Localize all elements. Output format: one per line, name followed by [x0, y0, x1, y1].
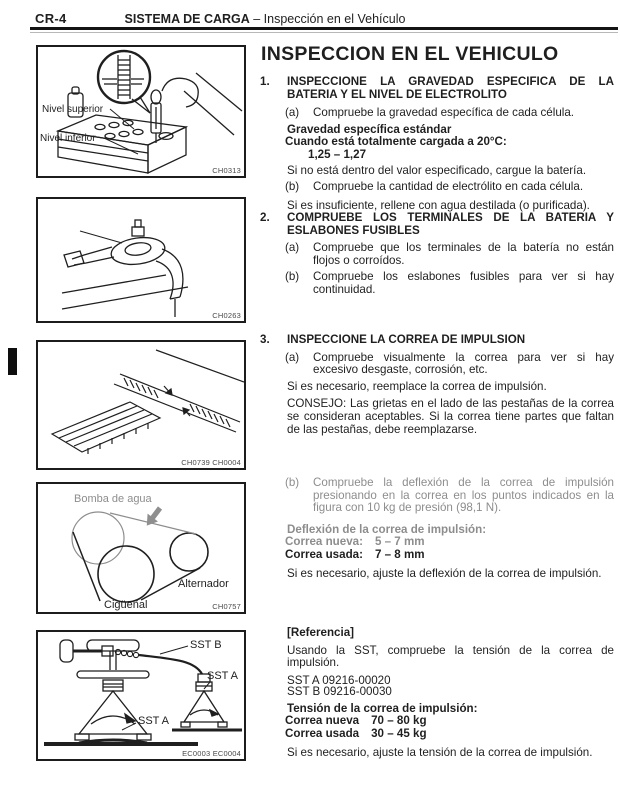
step-heading-text: INSPECCIONE LA CORREA DE IMPULSION [287, 333, 526, 346]
step-3-hint: CONSEJO: Las grietas en el lado de las pestañas de la correa se consideran aceptables. Si la correa tiene partes que faltan de las pestañas, debe reemplazarse. [287, 397, 614, 436]
step-1-heading [260, 76, 614, 101]
sst-a-number: SST A 09216-00020 [287, 673, 391, 687]
page-title: INSPECCION EN EL VEHICULO [261, 43, 559, 65]
spec-title: Tensión de la correa de impulsión: [287, 701, 478, 715]
page-code: CR-4 [35, 11, 67, 26]
label-nivel-inferior: Nivel inferior [40, 133, 96, 144]
spec-title: Deflexión de la correa de impulsión: [287, 522, 487, 536]
sst-b-number: SST B 09216-00030 [287, 685, 392, 699]
label-nivel-superior: Nivel superior [42, 104, 104, 115]
header-rule-shadow [30, 32, 618, 33]
item-text: Compruebe los eslabones fusibles para ver si hay continuidad. [313, 270, 614, 296]
figure-sst-tension-gauges [36, 630, 246, 761]
item-text: Compruebe la cantidad de electrólito en cada célula. [313, 180, 584, 194]
step-2-item-a [285, 242, 614, 267]
reference-intro: Usando la SST, compruebe la tensión de la correa de impulsión. [287, 643, 614, 670]
label-ciguenal: Cigüeñal [104, 599, 148, 611]
item-label: (b) [285, 180, 300, 194]
belt-wear-illustration [38, 342, 244, 468]
step-3-note-b: Si es necesario, ajuste la deflexión de la correa de impulsión. [287, 566, 602, 580]
reference-section [260, 627, 614, 759]
label-alternador: Alternador [178, 578, 229, 590]
step-heading-text: COMPRUEBE LOS TERMINALES DE LA BATERIA Y ESLABONES FUSIBLES [287, 211, 614, 237]
step-3-note-a: Si es necesario, reemplace la correa de impulsión. [287, 379, 547, 393]
spec-label: Correa usada [285, 726, 360, 740]
item-text: Compruebe que los terminales de la batería no están flojos o corroídos. [313, 241, 614, 267]
step-number: 3. [260, 333, 270, 346]
step-2-item-b [285, 271, 614, 296]
figure-battery-terminal [36, 197, 246, 323]
reference-note: Si es necesario, ajuste la tensión de la correa de impulsión. [287, 745, 593, 759]
step-heading-text: INSPECCIONE LA GRAVEDAD ESPECIFICA DE LA BATERIA Y EL NIVEL DE ELECTROLITO [287, 75, 614, 101]
label-sst-b: SST B [190, 639, 222, 651]
step-3-item-a [285, 352, 614, 377]
reference-title: [Referencia] [287, 626, 355, 639]
item-label: (a) [285, 350, 300, 364]
battery-hydrometer-illustration [38, 47, 244, 176]
crankshaft-pulley [98, 546, 154, 602]
step-1-note-a: Si no está dentro del valor especificado, cargue la batería. [287, 163, 587, 177]
step-number: 1. [260, 75, 270, 88]
label-sst-a-left: SST A [138, 715, 169, 727]
label-sst-a-right: SST A [207, 670, 238, 682]
step-3-heading [260, 334, 614, 347]
label-bomba-de-agua: Bomba de agua [74, 493, 152, 505]
header-section-title: SISTEMA DE CARGA [124, 12, 250, 26]
spec-label: Correa nueva: [285, 535, 363, 549]
spec-value: 70 – 80 kg [371, 714, 427, 728]
figure-code: CH0739 CH0004 [181, 458, 241, 467]
item-text: Compruebe visualmente la correa para ver si hay excesivo desgaste, corrosión, etc. [313, 350, 614, 377]
figure-code: EC0003 EC0004 [182, 749, 241, 758]
spec-used-belt [285, 728, 614, 741]
step-3 [260, 334, 614, 436]
figure-code: CH0757 [212, 602, 241, 611]
step-1-item-a [285, 107, 614, 120]
figure-pulley-layout [36, 482, 246, 614]
spec-value: 30 – 45 kg [371, 726, 427, 740]
header-subtitle: – Inspección en el Vehículo [249, 12, 406, 26]
water-pump-pulley [72, 512, 124, 564]
spec-label: Correa usada: [285, 547, 363, 561]
item-label: (a) [285, 106, 300, 120]
figure-battery-hydrometer [36, 45, 246, 178]
spec-value: 7 – 8 mm [374, 547, 425, 561]
spec-value: 5 – 7 mm [374, 535, 425, 549]
item-label: (a) [285, 241, 300, 255]
item-label: (b) [285, 270, 300, 284]
battery-terminal-illustration [38, 199, 244, 321]
thumb-index-mark [8, 348, 17, 375]
step-1-note-b: Si es insuficiente, rellene con agua destilada (o purificada). [287, 198, 590, 212]
spec-value: 1,25 – 1,27 [308, 147, 367, 161]
spec-title: Gravedad específica estándar [287, 122, 452, 136]
item-text: Compruebe la deflexión de la correa de impulsión presionando en la correa en los puntos indicados en la figura con 10 kg de presión (98,1 N). [313, 476, 614, 515]
spec-condition: Cuando está totalmente cargada a 20°C: [285, 135, 507, 149]
header-rule [30, 27, 618, 30]
item-label: (b) [285, 476, 300, 489]
step-number: 2. [260, 211, 270, 224]
step-2 [260, 212, 614, 297]
spec-used-belt [285, 549, 614, 562]
figure-belt-wear [36, 340, 246, 470]
spec-label: Correa nueva [285, 714, 360, 728]
alternator-pulley [170, 533, 208, 571]
step-1 [260, 76, 614, 212]
step-1-item-b [285, 181, 614, 194]
figure-code: CH0263 [212, 311, 241, 320]
header-title [100, 12, 430, 26]
pulley-layout-illustration [38, 484, 244, 612]
sst-tension-gauges-illustration [38, 632, 244, 759]
step-2-heading [260, 212, 614, 237]
step-3-deflection [260, 477, 614, 580]
item-text: Compruebe la gravedad específica de cada célula. [313, 106, 575, 120]
step-3-item-b [285, 477, 614, 515]
figure-code: CH0313 [212, 166, 241, 175]
